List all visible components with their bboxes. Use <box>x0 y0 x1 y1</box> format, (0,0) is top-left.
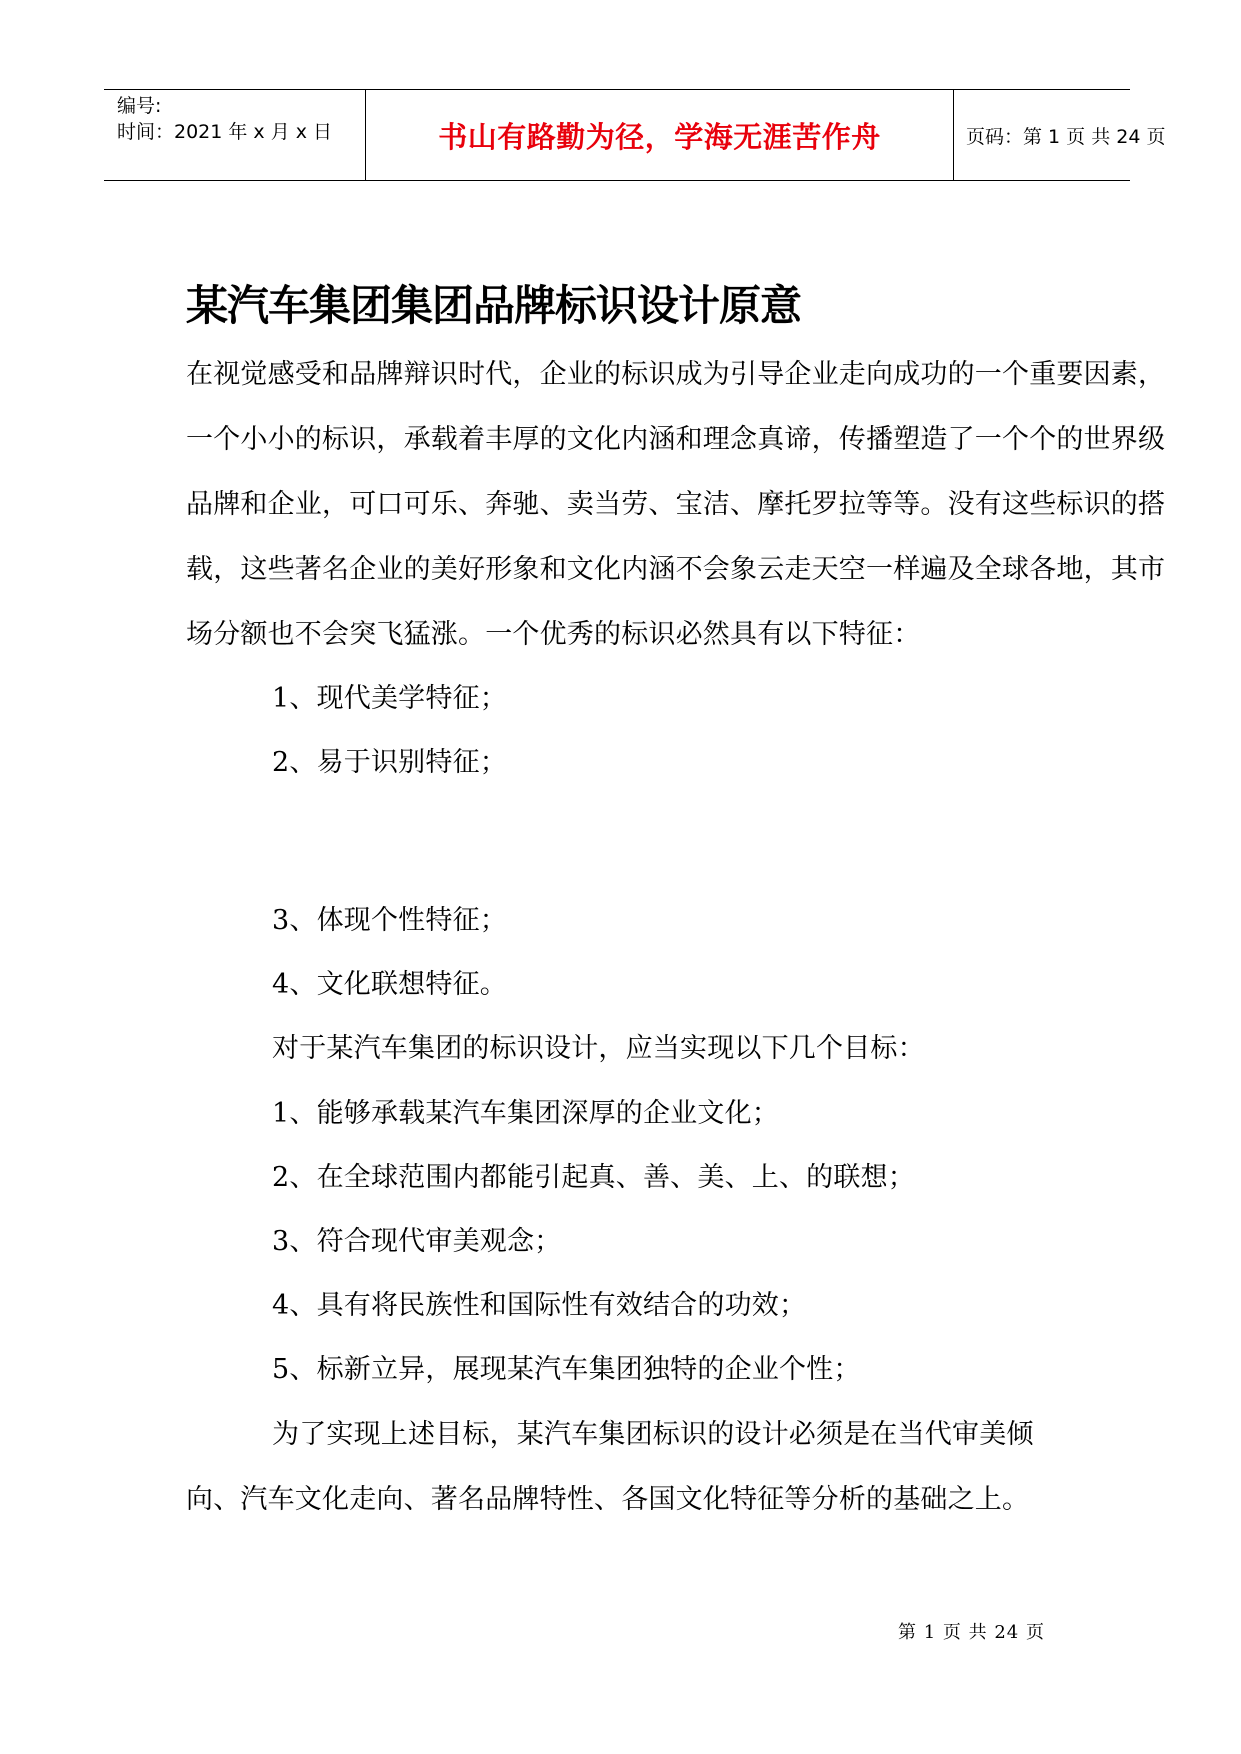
header-motto-cell <box>366 90 954 180</box>
goal-item: 4、具有将民族性和国际性有效结合的功效； <box>272 1290 807 1321</box>
page-header <box>104 89 1166 181</box>
conclusion-line: 为了实现上述目标，某汽车集团标识的设计必须是在当代审美倾 <box>272 1419 1034 1450</box>
document-time-label: 时间：2021 年 x 月 x 日 <box>117 121 333 143</box>
conclusion-line: 向、汽车文化走向、著名品牌特性、各国文化特征等分析的基础之上。 <box>186 1484 1030 1515</box>
header-motto: 书山有路勤为径，学海无涯苦作舟 <box>438 119 881 154</box>
intro-line: 场分额也不会突飞猛涨。一个优秀的标识必然具有以下特征： <box>186 619 921 650</box>
feature-item: 1、现代美学特征； <box>272 683 507 714</box>
document-number-label: 编号: <box>117 95 162 117</box>
intro-line: 在视觉感受和品牌辩识时代，企业的标识成为引导企业走向成功的一个重要因素， <box>186 359 1166 390</box>
header-page-label: 页码：第 1 页 共 24 页 <box>966 125 1166 148</box>
document-title: 某汽车集团集团品牌标识设计原意 <box>186 281 802 330</box>
header-page-cell <box>954 90 1166 180</box>
intro-line: 一个小小的标识，承载着丰厚的文化内涵和理念真谛，传播塑造了一个个的世界级 <box>186 424 1166 455</box>
feature-item: 4、文化联想特征。 <box>272 969 507 1000</box>
page-footer: 第 1 页 共 24 页 <box>898 1622 1045 1643</box>
intro-line: 品牌和企业，可口可乐、奔驰、卖当劳、宝洁、摩托罗拉等等。没有这些标识的搭 <box>186 489 1166 520</box>
goal-item: 2、在全球范围内都能引起真、善、美、上、的联想； <box>272 1162 915 1193</box>
goal-item: 1、能够承载某汽车集团深厚的企业文化； <box>272 1098 779 1129</box>
feature-item: 3、体现个性特征； <box>272 905 507 936</box>
goal-item: 3、符合现代审美观念； <box>272 1226 562 1257</box>
feature-item: 2、易于识别特征； <box>272 747 507 778</box>
intro-line: 载，这些著名企业的美好形象和文化内涵不会象云走天空一样遍及全球各地，其市 <box>186 554 1166 585</box>
goals-intro: 对于某汽车集团的标识设计，应当实现以下几个目标： <box>272 1033 925 1064</box>
header-info-cell <box>104 90 366 180</box>
goal-item: 5、标新立异，展现某汽车集团独特的企业个性； <box>272 1354 861 1385</box>
